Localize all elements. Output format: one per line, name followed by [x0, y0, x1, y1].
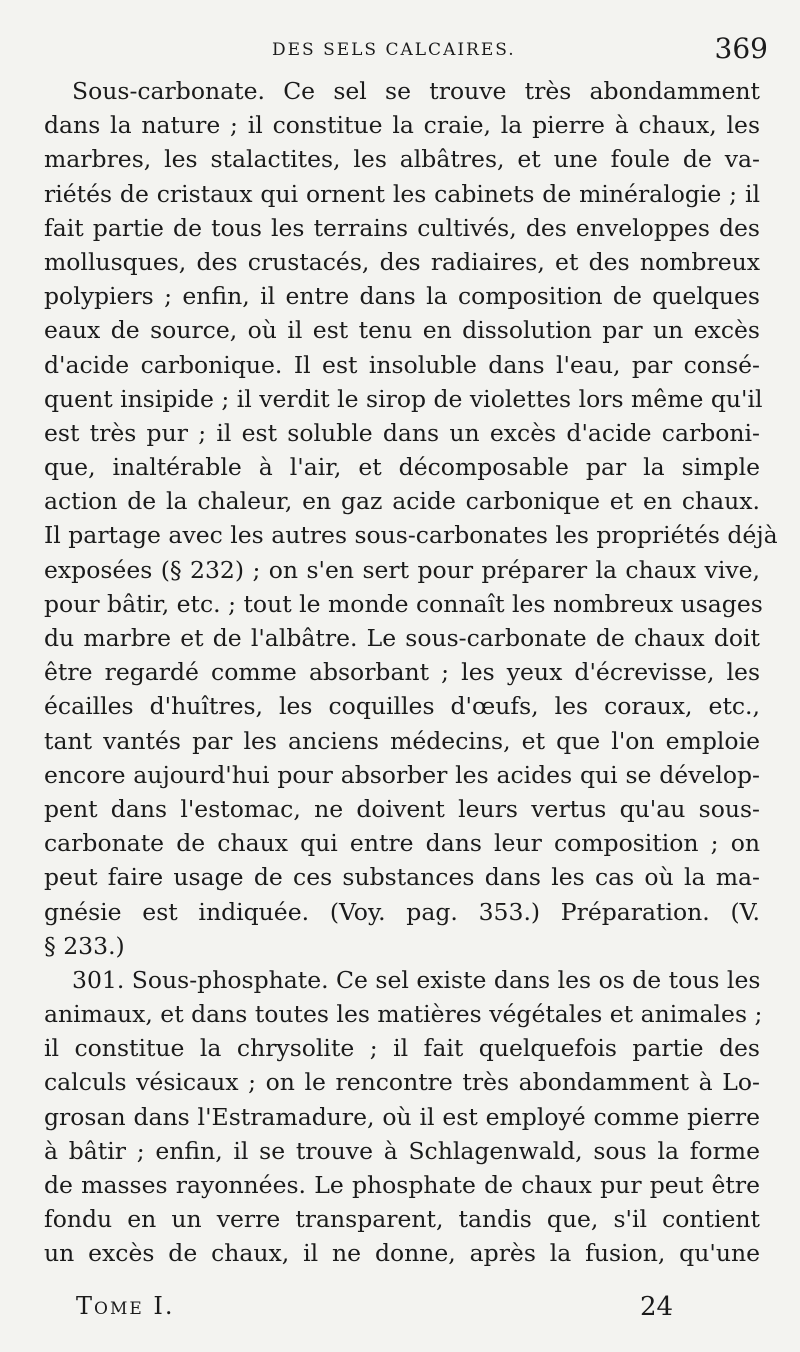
text-line: pour bâtir, etc. ; tout le monde connaît les nombreux usages — [44, 589, 763, 618]
text-line: tant vantés par les anciens médecins, et que l'on emploie — [44, 726, 760, 755]
text-line: Sous-carbonate. Ce sel se trouve très abondamment — [72, 77, 760, 105]
page-header — [0, 32, 800, 66]
text-line: il constitue la chrysolite ; il fait quelquefois partie des — [44, 1034, 760, 1063]
text-line: polypiers ; enfin, il entre dans la composition de quelques — [44, 282, 760, 311]
text-line: est très pur ; il est soluble dans un excès d'acide carboni- — [44, 418, 760, 447]
text-line: marbres, les stalactites, les albâtres, et une foule de va- — [44, 145, 760, 174]
text-line: eaux de source, où il est tenu en dissolution par un excès — [44, 316, 760, 345]
text-line: mollusques, des crustacés, des radiaires, et des nombreux — [44, 247, 760, 276]
signature-number: 24 — [640, 1292, 674, 1322]
signature-mark: Tome I. — [76, 1292, 175, 1320]
text-line: grosan dans l'Estramadure, où il est employé comme pierre — [44, 1102, 760, 1131]
text-line: encore aujourd'hui pour absorber les acides qui se dévelop- — [44, 760, 760, 789]
text-line: carbonate de chaux qui entre dans leur composition ; on — [44, 829, 760, 858]
text-line: être regardé comme absorbant ; les yeux d'écrevisse, les — [44, 658, 760, 687]
text-line: de masses rayonnées. Le phosphate de chaux pur peut être — [44, 1171, 760, 1199]
text-line: calculs vésicaux ; on le rencontre très abondamment à Lo- — [44, 1068, 760, 1097]
text-line: du marbre et de l'albâtre. Le sous-carbonate de chaux doit — [44, 624, 760, 652]
text-line: gnésie est indiquée. (Voy. pag. 353.) Préparation. (V. — [44, 897, 760, 926]
text-line: d'acide carbonique. Il est insoluble dans l'eau, par consé- — [44, 350, 760, 379]
page-number: 369 — [714, 32, 768, 65]
text-line: fait partie de tous les terrains cultivés, des enveloppes des — [44, 213, 760, 242]
text-line: dans la nature ; il constitue la craie, la pierre à chaux, les — [44, 111, 760, 140]
text-line: écailles d'huîtres, les coquilles d'œufs, les coraux, etc., — [44, 692, 760, 721]
text-line: 301. Sous-phosphate. Ce sel existe dans les os de tous les — [72, 965, 761, 994]
text-line: que, inaltérable à l'air, et décomposable par la simple — [44, 453, 760, 482]
text-line: fondu en un verre transparent, tandis que, s'il contient — [44, 1205, 760, 1234]
text-line: peut faire usage de ces substances dans les cas où la ma- — [44, 863, 760, 892]
page-footer — [0, 1292, 800, 1332]
text-line: quent insipide ; il verdit le sirop de violettes lors même qu'il — [44, 384, 763, 413]
text-line: pent dans l'estomac, ne doivent leurs vertus qu'au sous- — [44, 794, 760, 823]
body-text — [44, 74, 778, 1271]
text-line: riétés de cristaux qui ornent les cabinets de minéralogie ; il — [44, 179, 760, 208]
text-line: exposées (§ 232) ; on s'en sert pour préparer la chaux vive, — [44, 555, 760, 584]
text-line: à bâtir ; enfin, il se trouve à Schlagenwald, sous la forme — [44, 1136, 760, 1165]
text-line: § 233.) — [44, 931, 125, 960]
text-line: animaux, et dans toutes les matières végétales et animales ; — [44, 1000, 763, 1029]
text-line: Il partage avec les autres sous-carbonates les propriétés déjà — [44, 521, 778, 550]
running-title: DES SELS CALCAIRES. — [272, 40, 516, 60]
text-line: action de la chaleur, en gaz acide carbonique et en chaux. — [44, 487, 760, 516]
text-line: un excès de chaux, il ne donne, après la fusion, qu'une — [44, 1239, 760, 1268]
